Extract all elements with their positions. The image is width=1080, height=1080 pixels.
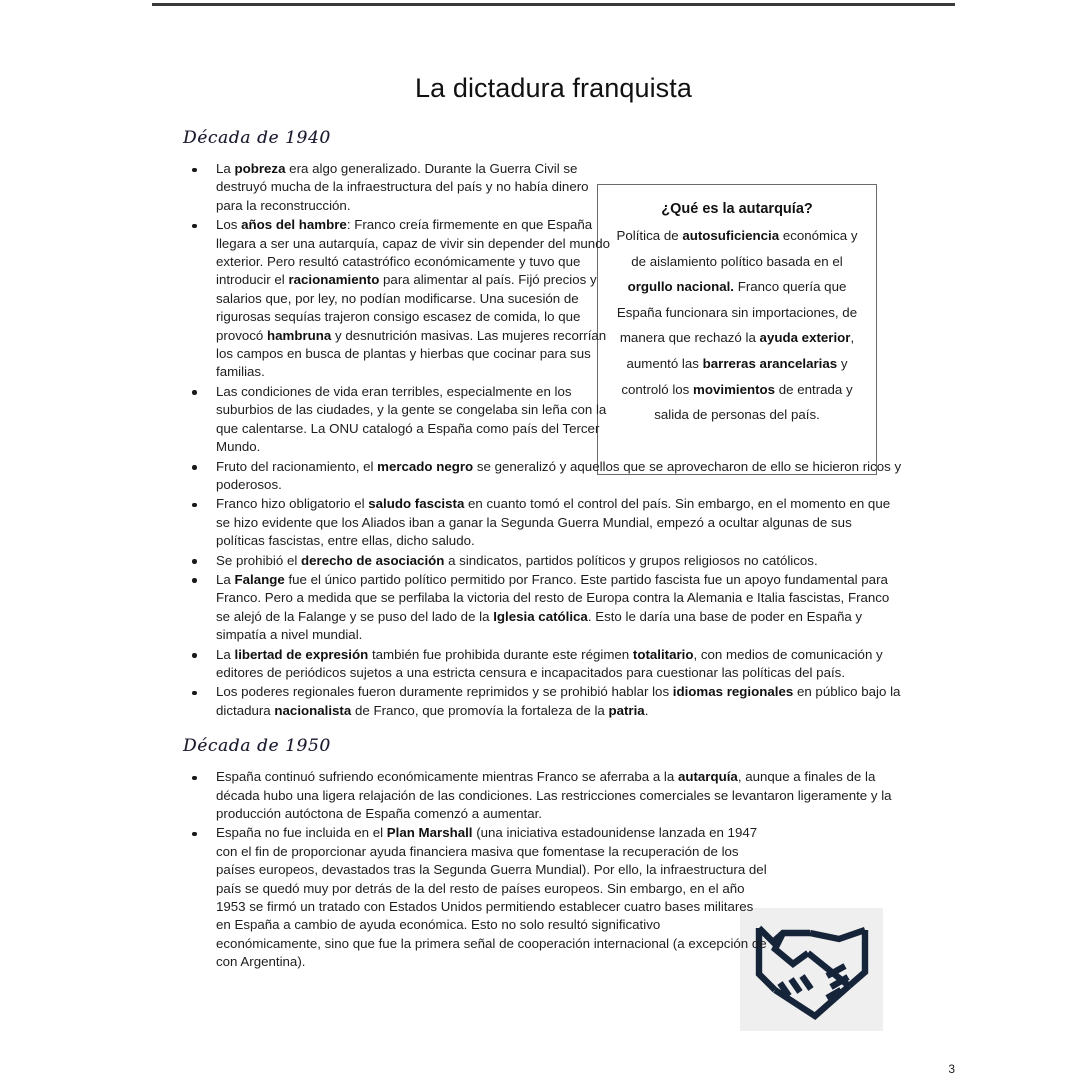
bullet-list-1940 xyxy=(183,160,903,720)
callout-title: ¿Qué es la autarquía? xyxy=(661,201,813,217)
list-item: España continuó sufriendo económicamente mientras Franco se aferraba a la autarquía, aunque a finales de la década hubo una ligera relajación de las condiciones. Las restricciones comerciales se levantaron ligeramente y la producción autóctona de España comenzó a aumentar. xyxy=(183,768,903,823)
list-item: Los poderes regionales fueron duramente reprimidos y se prohibió hablar los idiomas regionales en público bajo la dictadura nacionalista de Franco, que promovía la fortaleza de la patria. xyxy=(183,683,903,720)
list-item: La Falange fue el único partido político permitido por Franco. Este partido fascista fue un apoyo fundamental para Franco. Pero a medida que se perfilaba la victoria del resto de Europa contra la Alemania e Italia fascistas, Franco se alejó de la Falange y se puso del lado de la Iglesia católica. Esto le daría una base de poder en España y simpatía a nivel mundial. xyxy=(183,571,903,645)
list-item: Los años del hambre: Franco creía firmemente en que España llegara a ser una autarquía, capaz de vivir sin depender del mundo exterior. Pero resultó catastrófico económicamente y tuvo que introducir el racionamiento para alimentar al país. Fijó precios y salarios que, por ley, no podían modificarse. Una sucesión de rigurosas sequías trajeron consigo escasez de comida, lo que provocó hambruna y desnutrición masivas. Las mujeres recorrían los campos en busca de plantas y hierbas que cocinar para sus familias. xyxy=(183,216,614,382)
list-item: Las condiciones de vida eran terribles, especialmente en los suburbios de las ciudades, y la gente se congelaba sin leña con la que calentarse. La ONU catalogó a España como país del Tercer Mundo. xyxy=(183,383,614,457)
list-item: La libertad de expresión también fue prohibida durante este régimen totalitario, con medios de comunicación y editores de periódicos sujetos a una estricta censura e incapacitados para cuestionar las políticas del país. xyxy=(183,646,903,683)
section-heading-1940: Década de 1940 xyxy=(183,128,331,148)
list-item: España no fue incluida en el Plan Marshall (una iniciativa estadounidense lanzada en 1947 con el fin de proporcionar ayuda financiera masiva que fomentase la recuperación de los países europeos, devastados tras la Segunda Guerra Mundial). Por ello, la infraestructura del país se quedó muy por detrás de la del resto de países europeos. Sin embargo, en el año 1953 se firmó un tratado con Estados Unidos permitiendo establecer cuatro bases militares en España a cambio de ayuda económica. Esto no solo resultó significativo económicamente, sino que fue la primera señal de cooperación internacional (a excepción de con Argentina). xyxy=(183,824,768,971)
list-item: Franco hizo obligatorio el saludo fascista en cuanto tomó el control del país. Sin embargo, en el momento en que se hizo evidente que los Aliados iban a ganar la Segunda Guerra Mundial, empezó a ocultar algunas de sus políticas fascistas, entre ellas, dicho saludo. xyxy=(183,495,903,550)
list-item: Se prohibió el derecho de asociación a sindicatos, partidos políticos y grupos religiosos no católicos. xyxy=(183,552,903,570)
bullet-list-1950 xyxy=(183,768,903,971)
callout-body: Política de autosuficiencia económica y de aislamiento político basada en el orgullo nacional. Franco quería que España funcionara sin importaciones, de manera que rechazó la ayuda exterior, aumentó las barreras arancelarias y controló los movimientos de entrada y salida de personas del país. xyxy=(616,228,858,423)
list-item: Fruto del racionamiento, el mercado negro se generalizó y aquellos que se aprovecharon de ello se hicieron ricos y poderosos. xyxy=(183,458,903,495)
section-heading-1950: Década de 1950 xyxy=(183,736,331,757)
list-item: La pobreza era algo generalizado. Durante la Guerra Civil se destruyó mucha de la infraestructura del país y no había dinero para la reconstrucción. xyxy=(183,160,614,215)
document-body xyxy=(183,128,903,973)
page-title: La dictadura franquista xyxy=(415,73,692,104)
header-rule xyxy=(152,3,955,6)
page-number: 3 xyxy=(948,1062,955,1076)
